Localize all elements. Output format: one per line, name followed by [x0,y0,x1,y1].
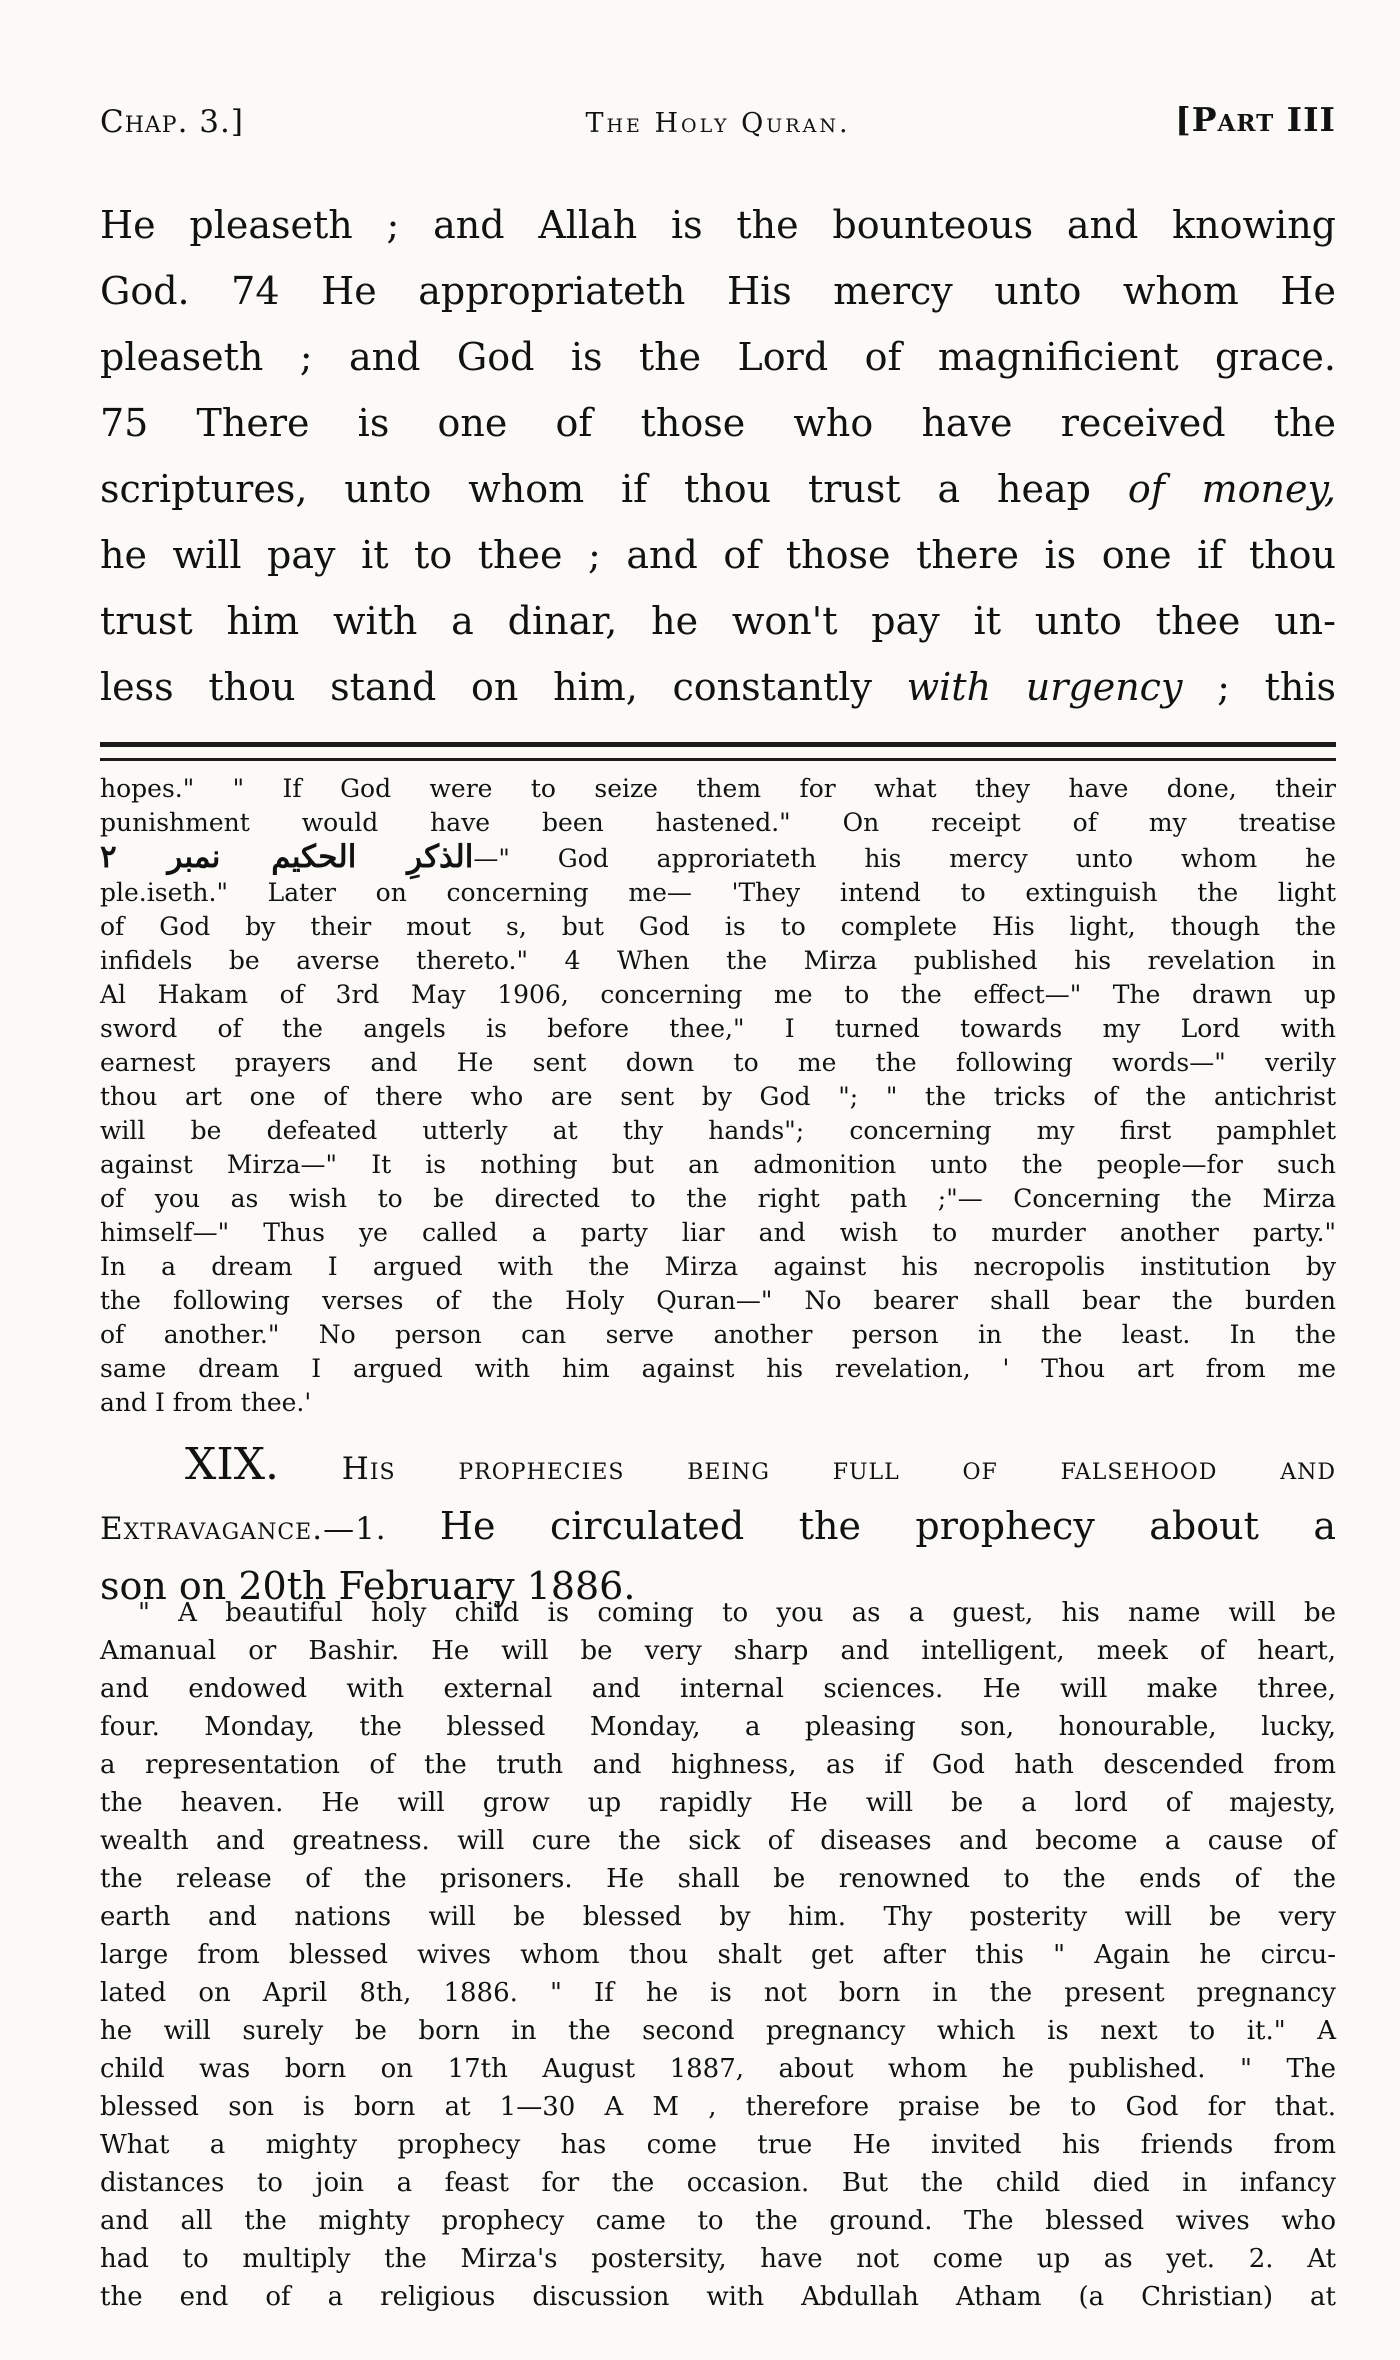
text-segment: of you as wish to be directed to the right path ;"— Concerning the Mirza [100,1184,1336,1213]
text-line [100,1046,1336,1080]
text-segment: trust him with a dinar, he won't pay it unto thee un- [100,599,1336,643]
text-line [100,258,1336,324]
text-line [100,1216,1336,1250]
footnote-paragraph [100,772,1336,1420]
text-segment: he will surely be born in the second pregnancy which is next to it." A [100,2016,1336,2046]
text-segment: the following verses of the Holy Quran—" No bearer shall bear the burden [100,1286,1336,1315]
text-segment: ple.iseth." Later on concerning me— 'They intend to extinguish the light [100,878,1336,907]
text-segment: In a dream I argued with the Mirza against his necropolis institution by [100,1252,1336,1281]
section-heading [100,1436,1336,1615]
text-segment: less thou stand on him, constantly [100,665,907,709]
text-line [100,978,1336,1012]
text-segment: he will pay it to thee ; and of those there is one if thou [100,533,1336,577]
text-segment: four. Monday, the blessed Monday, a pleasing son, honourable, lucky, [100,1712,1336,1742]
text-line [100,2126,1336,2164]
text-segment: ; this [1182,665,1336,709]
text-line [100,324,1336,390]
text-line [100,1632,1336,1670]
text-segment: pleaseth ; and God is the Lord of magnificient grace. [100,335,1336,379]
text-segment: child was born on 17th August 1887, about whom he published. " The [100,2054,1336,2084]
text-segment: XIX. [185,1439,280,1490]
text-line [100,1898,1336,1936]
text-line [100,1284,1336,1318]
text-line [100,840,1336,876]
text-line [100,2088,1336,2126]
text-segment: Extravagance.—1. [100,1511,440,1547]
text-line [100,1936,1336,1974]
text-line [100,1974,1336,2012]
text-segment: of money, [1127,467,1336,511]
text-segment: earth and nations will be blessed by him. Thy posterity will be very [100,1902,1336,1932]
text-line [100,876,1336,910]
text-segment: had to multiply the Mirza's postersity, have not come up as yet. 2. At [100,2244,1336,2274]
text-segment: —" God approriateth his mercy unto whom he [473,844,1336,873]
footnote-separator-rule [100,742,1336,761]
text-line [100,1498,1336,1558]
text-line [100,1594,1336,1632]
text-line [100,1318,1336,1352]
text-segment: same dream I argued with him against his revelation, ' Thou art from me [100,1354,1336,1383]
text-line [100,1436,1336,1498]
text-segment: of God by their mout s, but God is to complete His light, though the [100,912,1336,941]
text-line [100,1250,1336,1284]
text-segment: wealth and greatness. will cure the sick of diseases and become a cause of [100,1826,1336,1856]
text-line [100,1670,1336,1708]
text-line [100,1182,1336,1216]
text-segment: 75 There is one of those who have received the [100,401,1336,445]
text-line [100,1148,1336,1182]
arabic-text: الذكرِ الحكيم نمبر ۲ [100,839,474,875]
text-line [100,192,1336,258]
text-segment: thou art one of there who are sent by God "; " the tricks of the antichrist [100,1082,1336,1111]
text-segment: Amanual or Bashir. He will be very sharp and intelligent, meek of heart, [100,1636,1336,1666]
text-line [100,390,1336,456]
text-segment: He circulated the prophecy about a [439,1504,1336,1548]
page-title: The Holy Quran. [585,108,851,139]
text-line [100,1708,1336,1746]
text-line [100,2164,1336,2202]
text-segment: What a mighty prophecy has come true He invited his friends from [100,2130,1336,2160]
text-line [100,1352,1336,1386]
text-segment: hopes." " If God were to seize them for what they have done, their [100,774,1336,803]
text-line [100,2012,1336,2050]
text-line [100,456,1336,522]
text-segment: son on 20th February 1886. [100,1564,636,1608]
text-segment: himself—" Thus ye called a party liar and wish to murder another party." [100,1218,1336,1247]
text-segment: Al Hakam of 3rd May 1906, concerning me to the effect—" The drawn up [100,980,1336,1009]
main-body-paragraph [100,192,1336,720]
text-line [100,654,1336,720]
text-line [100,522,1336,588]
text-line [100,1012,1336,1046]
text-segment: a representation of the truth and highness, as if God hath descended from [100,1750,1336,1780]
text-line [100,1784,1336,1822]
text-segment: and endowed with external and internal sciences. He will make three, [100,1674,1336,1704]
text-segment: against Mirza—" It is nothing but an admonition unto the people—for such [100,1150,1336,1179]
part-label: [Part III [1175,100,1336,139]
text-line [100,2050,1336,2088]
text-segment: and I from thee.' [100,1388,312,1417]
text-segment: and all the mighty prophecy came to the ground. The blessed wives who [100,2206,1336,2236]
text-segment: the heaven. He will grow up rapidly He will be a lord of majesty, [100,1788,1336,1818]
text-segment: punishment would have been hastened." On receipt of my treatise [100,808,1336,837]
text-line [100,1080,1336,1114]
text-line [100,1114,1336,1148]
chapter-label: Chap. 3.] [100,104,244,140]
text-segment: blessed son is born at 1—30 A M , therefore praise be to God for that. [100,2092,1336,2122]
text-segment: earnest prayers and He sent down to me the following words—" verily [100,1048,1336,1077]
text-line [100,772,1336,806]
text-segment: will be defeated utterly at thy hands"; concerning my first pamphlet [100,1116,1336,1145]
text-segment: large from blessed wives whom thou shalt get after this " Again he circu- [100,1940,1336,1970]
text-segment: of another." No person can serve another person in the least. In the [100,1320,1336,1349]
text-line [100,588,1336,654]
text-line [100,944,1336,978]
text-segment: infidels be averse thereto." 4 When the Mirza published his revelation in [100,946,1336,975]
text-segment: scriptures, unto whom if thou trust a heap [100,467,1128,511]
text-line [100,910,1336,944]
text-segment: distances to join a feast for the occasion. But the child died in infancy [100,2168,1336,2198]
text-segment: God. 74 He appropriateth His mercy unto whom He [100,269,1336,313]
text-line [100,2278,1336,2316]
text-line [100,2240,1336,2278]
text-segment: the end of a religious discussion with Abdullah Atham (a Christian) at [100,2282,1336,2312]
text-segment: " A beautiful holy child is coming to you as a guest, his name will be [138,1598,1336,1628]
text-segment: His prophecies being full of falsehood and [279,1451,1336,1487]
quoted-prophecy-paragraph [100,1594,1336,2316]
running-header [100,100,1336,150]
text-line [100,1860,1336,1898]
text-segment: with urgency [906,665,1183,709]
text-line [100,1822,1336,1860]
text-line [100,2202,1336,2240]
text-segment: He pleaseth ; and Allah is the bounteous and knowing [100,203,1336,247]
text-segment: the release of the prisoners. He shall be renowned to the ends of the [100,1864,1336,1894]
text-segment: lated on April 8th, 1886. " If he is not born in the present pregnancy [100,1978,1336,2008]
text-line [100,806,1336,840]
text-line [100,1386,1336,1420]
text-segment: sword of the angels is before thee," I turned towards my Lord with [100,1014,1336,1043]
text-line [100,1746,1336,1784]
